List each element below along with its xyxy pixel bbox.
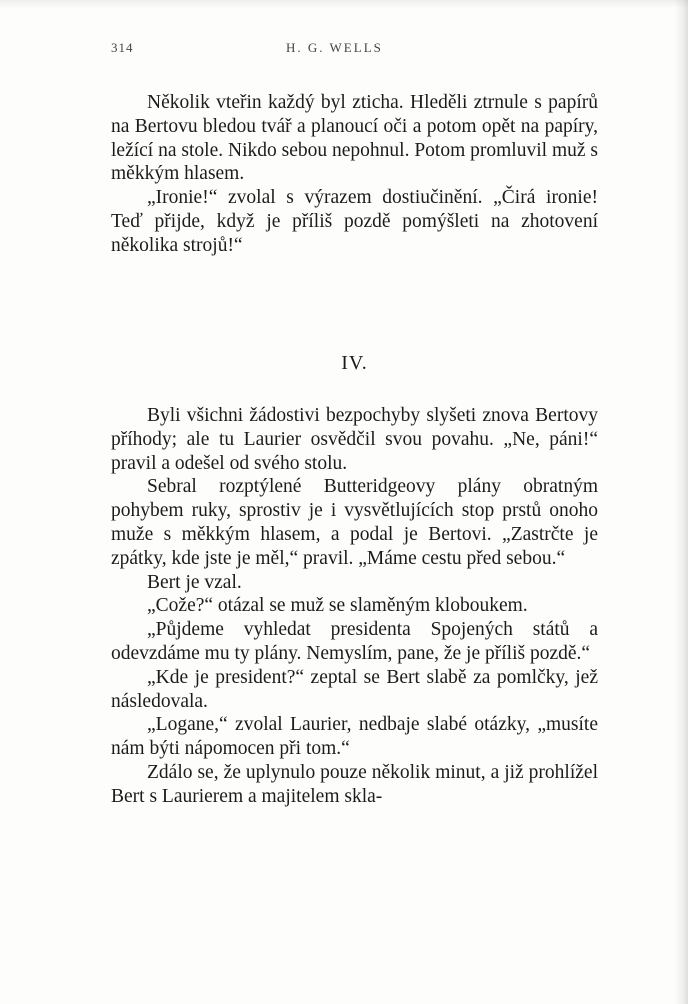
text-block-before-section xyxy=(111,91,598,258)
section-heading: IV. xyxy=(341,352,368,374)
paragraph: „Logane,“ zvolal Laurier, nedbaje slabé otázky, „musíte nám býti nápomocen při tom.“ xyxy=(111,714,598,760)
paragraph: „Půjdeme vyhledat presidenta Spojených států a odevzdáme mu ty plány. Nemyslím, pane, že je příliš pozdě.“ xyxy=(111,619,598,664)
paragraph: „Cože?“ otázal se muž se slaměným kloboukem. xyxy=(147,595,528,617)
paragraph: Zdálo se, že uplynulo pouze několik minut, a již prohlížel Bert s Laurierem a majitelem skla- xyxy=(111,761,598,807)
page-header xyxy=(111,40,598,60)
paragraph: „Ironie!“ zvolal s výrazem dostiučinění. „Čirá ironie! Teď přijde, když je příliš pozdě pomýšleti na zhotovení několika strojů!“ xyxy=(111,187,598,256)
paragraph: Sebral rozptýlené Butteridgeovy plány obratným pohybem ruky, sprostiv je i vysvětlujících stop prstů onoho muže s měkkým hlasem, a podal je Bertovi. „Zastrčte je zpátky, kde jste je měl,“ pravil. „Máme cestu před sebou.“ xyxy=(111,476,598,569)
running-head: H. G. WELLS xyxy=(286,40,383,55)
page-number: 314 xyxy=(111,40,134,55)
page-edge-shadow xyxy=(674,0,688,1004)
paragraph: Několik vteřin každý byl zticha. Hleděli ztrnule s papírů na Bertovu bledou tvář a planoucí oči a potom opět na papíry, ležící na stole. Nikdo sebou nepohnul. Potom promluvil muž s měkkým hlasem. xyxy=(111,92,598,185)
text-block-after-section xyxy=(111,404,598,809)
paragraph: „Kde je president?“ zeptal se Bert slabě za pomlčky, jež následovala. xyxy=(111,666,598,712)
paragraph: Bert je vzal. xyxy=(147,571,242,593)
paragraph: Byli všichni žádostivi bezpochyby slyšeti znova Bertovy příhody; ale tu Laurier osvědčil svou povahu. „Ne, páni!“ pravil a odešel od svého stolu. xyxy=(111,405,598,474)
page-top-shadow xyxy=(0,0,688,8)
